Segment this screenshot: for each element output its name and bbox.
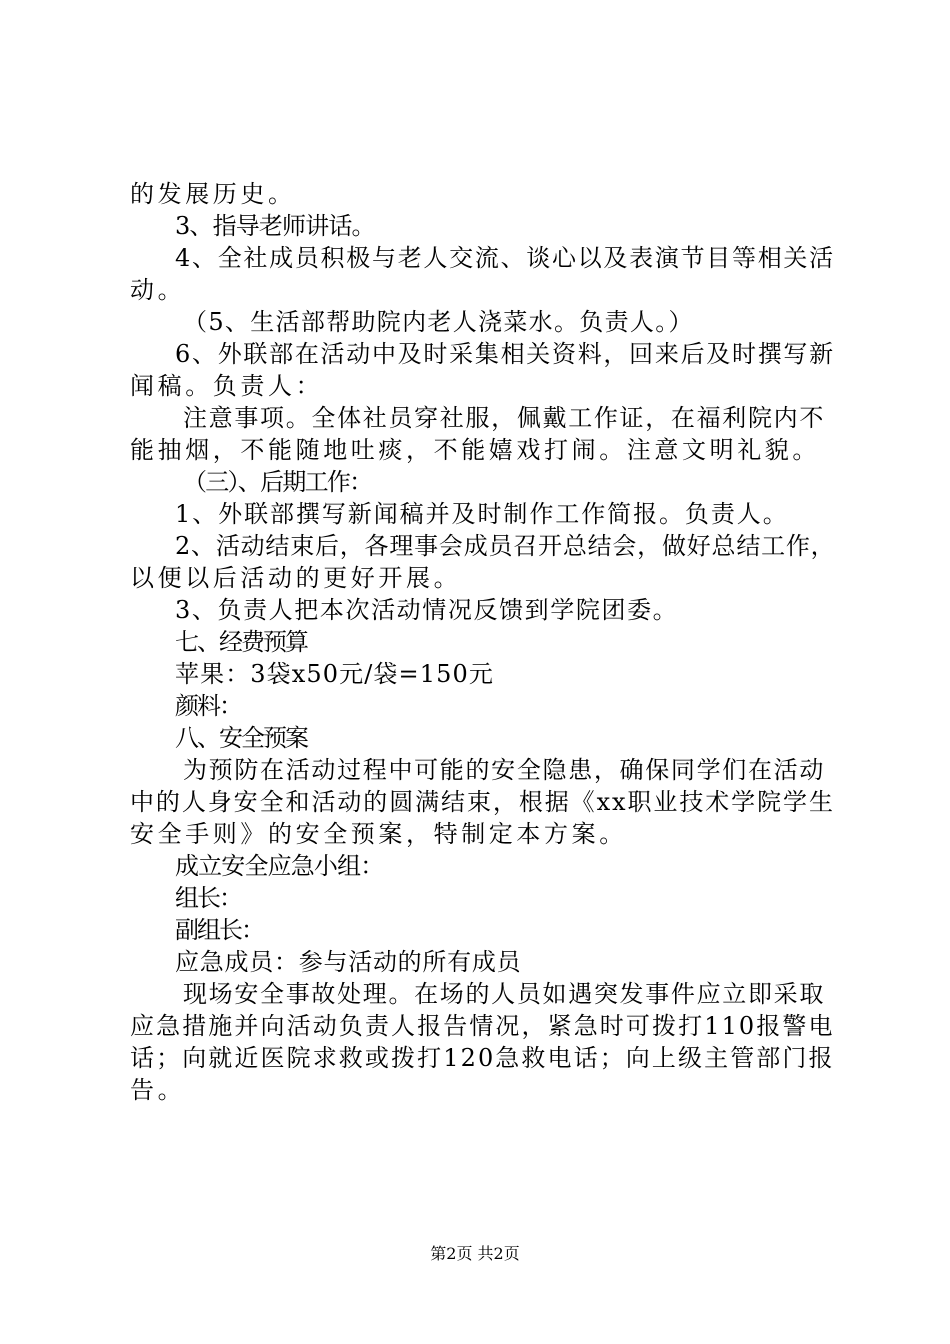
page-number-footer: 第2页 共2页 [430, 1244, 520, 1263]
text-line: 为预防在活动过程中可能的安全隐患，确保同学们在活动 [183, 756, 825, 784]
section-heading: 七、经费预算 [175, 628, 307, 656]
text-line: 3、指导老师讲话。 [175, 212, 375, 240]
text-line: 1、外联部撰写新闻稿并及时制作工作简报。负责人。 [175, 500, 789, 528]
text-line: 组长： [175, 884, 241, 912]
text-line: 应急成员：参与活动的所有成员 [175, 948, 522, 976]
text-line: 颜料： [175, 692, 241, 720]
section-heading: （三）、后期工作： [183, 468, 372, 496]
text-line: 告。 [130, 1076, 186, 1104]
text-line: 应急措施并向活动负责人报告情况，紧急时可拨打110报警电 [130, 1012, 835, 1040]
text-line: （5、生活部帮助院内老人浇菜水。负责人。） [183, 308, 694, 336]
text-line: 话；向就近医院求救或拨打120急救电话；向上级主管部门报 [130, 1044, 835, 1072]
text-line: 6、外联部在活动中及时采集相关资料，回来后及时撰写新 [175, 340, 835, 368]
text-line: 3、负责人把本次活动情况反馈到学院团委。 [175, 596, 679, 624]
text-line: 成立安全应急小组： [175, 852, 384, 880]
text-line: 中的人身安全和活动的圆满结束，根据《xx职业技术学院学生 [130, 788, 835, 816]
section-heading: 八、安全预案 [175, 724, 307, 752]
text-line: 苹果：3袋x50元/袋=150元 [175, 660, 494, 688]
text-line: 副组长： [175, 916, 263, 944]
text-line: 闻稿。负责人： [130, 372, 324, 400]
text-line: 4、全社成员积极与老人交流、谈心以及表演节目等相关活 [175, 244, 835, 272]
text-line: 注意事项。全体社员穿社服，佩戴工作证，在福利院内不 [183, 404, 825, 432]
text-line: 的发展历史。 [130, 180, 296, 208]
text-line: 2、活动结束后，各理事会成员召开总结会，做好总结工作， [175, 532, 836, 560]
text-line: 动。 [130, 276, 186, 304]
text-line: 能抽烟，不能随地吐痰，不能嬉戏打闹。注意文明礼貌。 [130, 436, 820, 464]
text-line: 现场安全事故处理。在场的人员如遇突发事件应立即采取 [183, 980, 825, 1008]
text-line: 以便以后活动的更好开展。 [130, 564, 462, 592]
text-line: 安全手则》的安全预案，特制定本方案。 [130, 820, 627, 848]
